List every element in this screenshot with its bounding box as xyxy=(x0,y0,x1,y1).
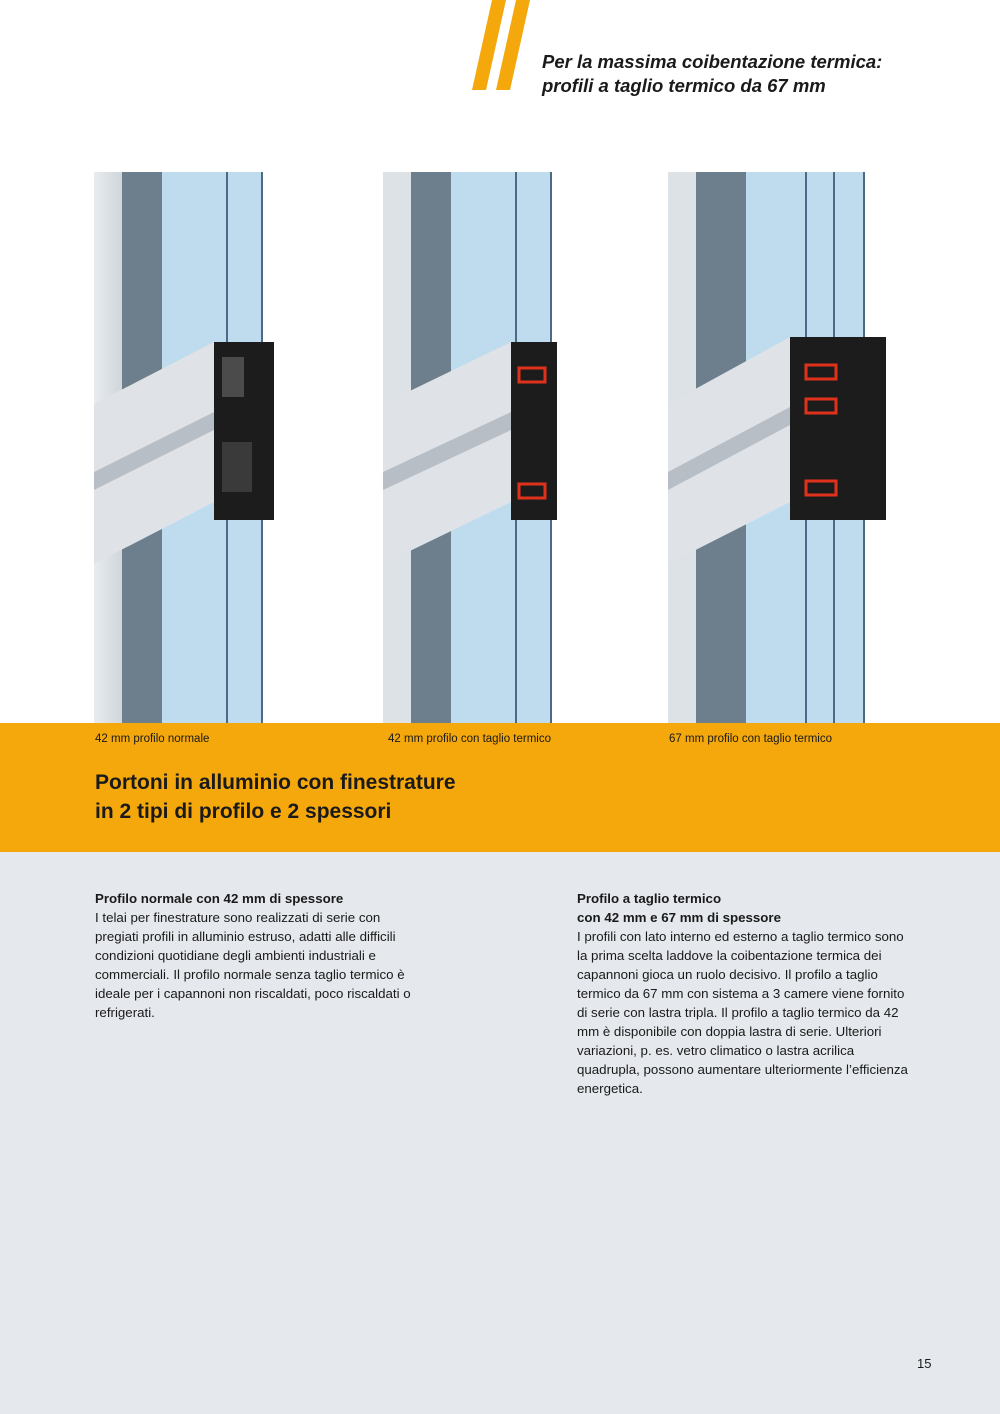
right-column-heading-line-2: con 42 mm e 67 mm di spessore xyxy=(577,910,781,925)
left-column xyxy=(95,889,425,1022)
left-column-heading: Profilo normale con 42 mm di spessore xyxy=(95,891,344,906)
figure-profile-42-thermal xyxy=(383,172,569,723)
headline-line-1: Per la massima coibentazione termica: xyxy=(542,51,883,72)
page-headline xyxy=(542,50,962,98)
figure-profile-67-thermal xyxy=(668,172,892,723)
orange-stripes-decoration xyxy=(470,0,540,95)
headline-line-2: profili a taglio termico da 67 mm xyxy=(542,75,826,96)
profile-42-normal-image xyxy=(94,172,280,723)
figure-profile-42-normal xyxy=(94,172,280,723)
figure-caption-2: 42 mm profilo con taglio termico xyxy=(388,733,551,745)
profile-42-thermal-image xyxy=(383,172,569,723)
figure-caption-1: 42 mm profilo normale xyxy=(95,733,210,745)
right-column-body: I profili con lato interno ed esterno a taglio termico sono la prima scelta laddove la coibentazione termica dei capannoni gioca un ruolo decisivo. Il profilo a taglio termico da 67 mm con sistema a 3 camere viene fornito di serie con lastra tripla. Il profilo a taglio termico da 42 mm è disponibile con doppia lastra di serie. Ulteriori variazioni, p. es. vetro climatico o lastra acrilica quadrupla, possono aumentare ulteriormente l’efficienza energetica. xyxy=(577,929,908,1096)
right-column-heading-line-1: Profilo a taglio termico xyxy=(577,891,722,906)
section-title xyxy=(95,768,456,826)
figure-caption-3: 67 mm profilo con taglio termico xyxy=(669,733,832,745)
section-title-line-2: in 2 tipi di profilo e 2 spessori xyxy=(95,800,392,823)
right-column xyxy=(577,889,917,1098)
page-number: 15 xyxy=(917,1356,932,1371)
section-title-line-1: Portoni in alluminio con finestrature xyxy=(95,771,456,794)
left-column-body: I telai per finestrature sono realizzati di serie con pregiati profili in alluminio estruso, adatti alle difficili condizioni quotidiane degli ambienti industriali e commerciali. Il profilo normale senza taglio termico è ideale per i capannoni non riscaldati, poco riscaldati o refrigerati. xyxy=(95,910,411,1020)
profile-67-thermal-image xyxy=(668,172,892,723)
